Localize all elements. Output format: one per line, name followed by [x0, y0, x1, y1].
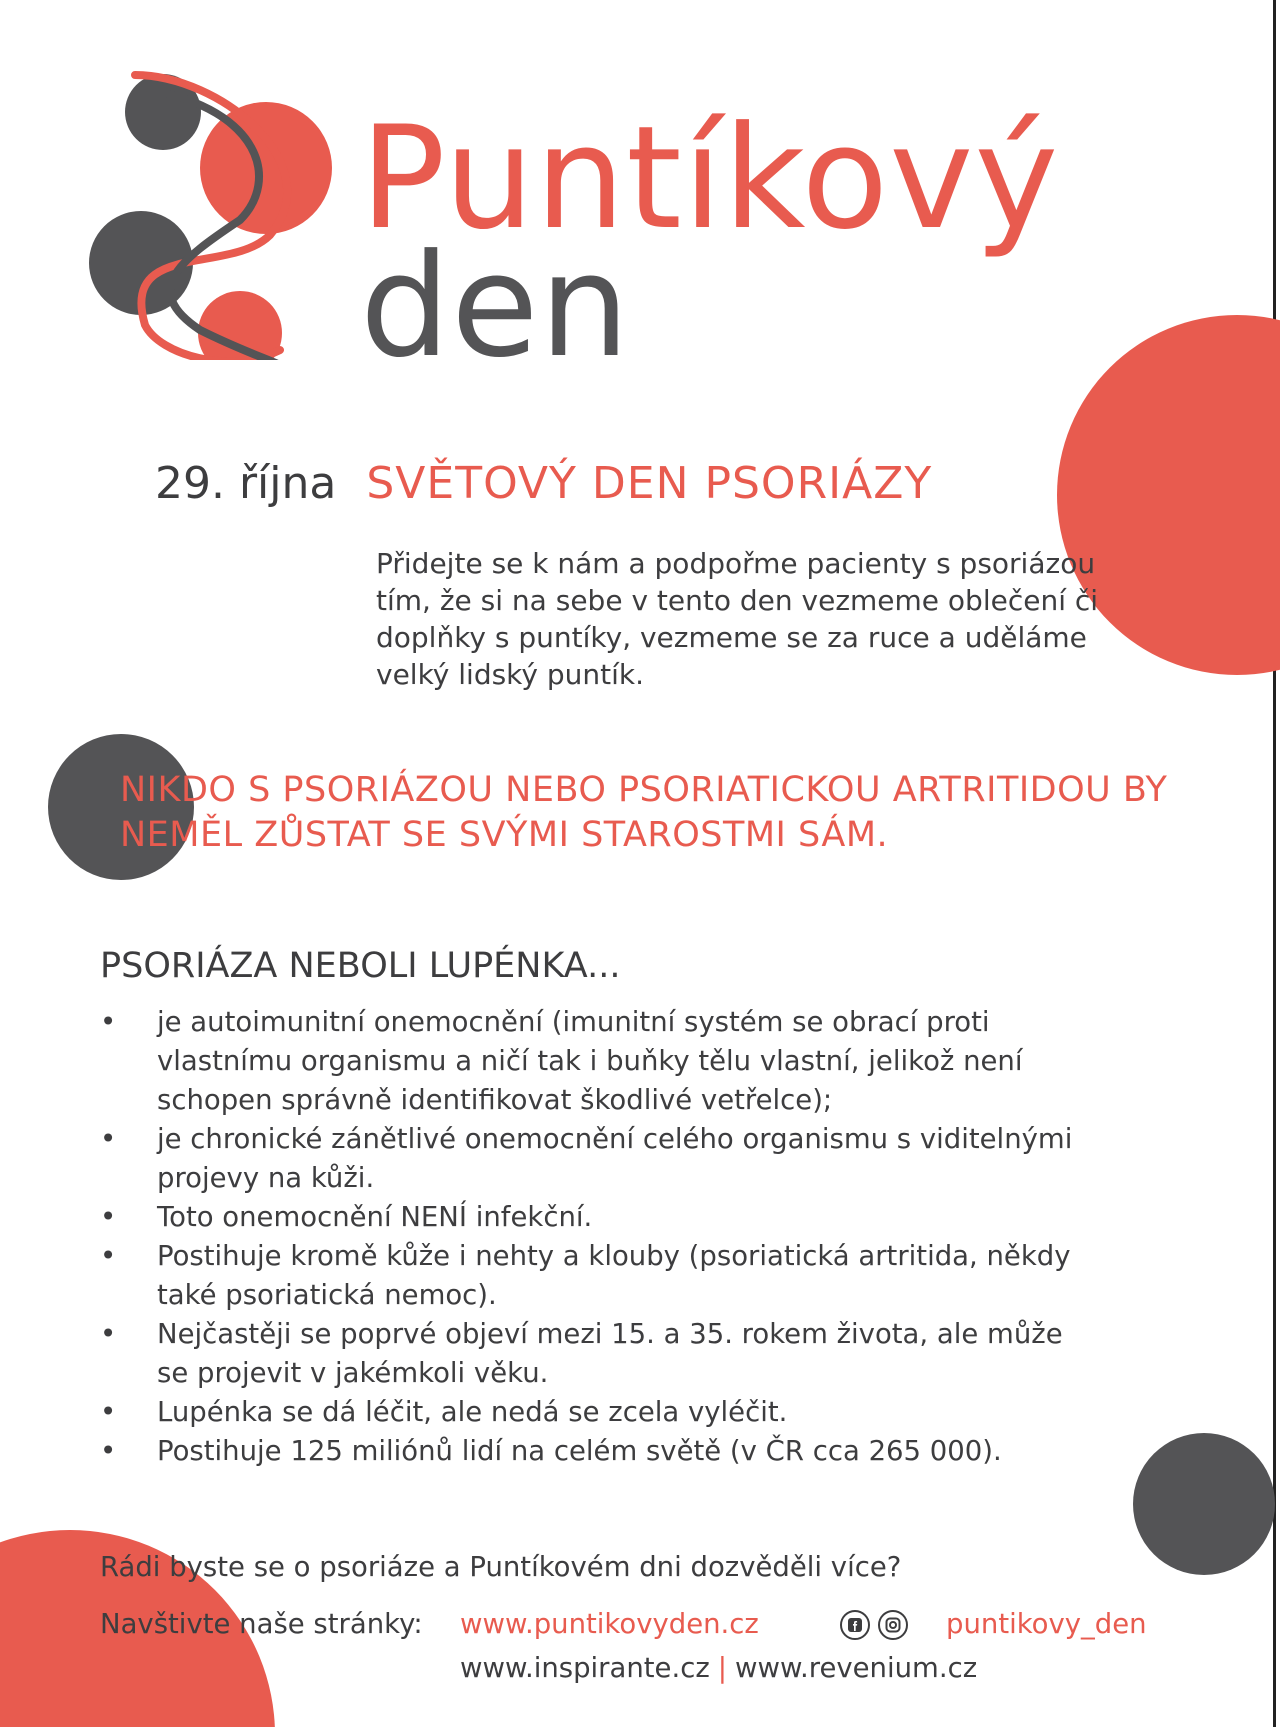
logo-dot-red-top: [200, 102, 332, 234]
slogan: NIKDO S PSORIÁZOU NEBO PSORIATICKOU ARTRITIDOU BY NEMĚL ZŮSTAT SE SVÝMI STAROSTMI SÁM.: [120, 770, 1168, 855]
website-link[interactable]: www.puntikovyden.cz: [460, 1608, 759, 1640]
social-icons: [840, 1610, 908, 1640]
partner-link-revenium[interactable]: www.revenium.cz: [735, 1652, 978, 1684]
event-date: 29. října: [155, 458, 337, 509]
event-title: SVĚTOVÝ DEN PSORIÁZY: [366, 458, 933, 509]
partner-link-inspirante[interactable]: www.inspirante.cz: [460, 1652, 710, 1684]
facts-heading: PSORIÁZA NEBOLI LUPÉNKA...: [100, 946, 621, 986]
list-item: [100, 1003, 1100, 1120]
page-edge-line: [1273, 0, 1276, 1727]
event-headline: [155, 458, 932, 509]
list-item: [100, 1120, 1100, 1198]
list-item: [100, 1315, 1100, 1393]
list-item-text: Postihuje 125 miliónů lidí na celém světě (v ČR cca 265 000).: [157, 1435, 1002, 1467]
logo-mark: [80, 60, 340, 360]
list-item-text: je chronické zánětlivé onemocnění celého organismu s viditelnými projevy na kůži.: [157, 1123, 1073, 1194]
list-item-text: je autoimunitní onemocnění (imunitní systém se obrací proti vlastnímu organismu a ničí tak i buňky tělu vlastní, jelikož není schopen správně identifikovat škodlivé vetřelce);: [157, 1006, 1023, 1116]
footer-question: Rádi byste se o psoriáze a Puntíkovém dni dozvěděli více?: [100, 1551, 902, 1583]
list-item: [100, 1393, 1100, 1432]
bullet-icon: •: [100, 1123, 117, 1155]
logo-title-line1: Puntíkový: [360, 96, 1060, 261]
list-item-text: Nejčastěji se poprvé objeví mezi 15. a 35. rokem života, ale může se projevit v jakémkoli věku.: [157, 1318, 1063, 1389]
bullet-icon: •: [100, 1396, 117, 1428]
bullet-icon: •: [100, 1318, 117, 1350]
partner-links: [460, 1652, 977, 1684]
instagram-icon[interactable]: [878, 1610, 908, 1640]
list-item: [100, 1432, 1100, 1471]
bullet-icon: •: [100, 1006, 117, 1038]
bullet-icon: •: [100, 1201, 117, 1233]
list-item: [100, 1198, 1100, 1237]
footer-visit-label: Navštivte naše stránky:: [100, 1608, 423, 1640]
logo-title-line2: den: [360, 224, 631, 389]
list-item-text: Toto onemocnění NENÍ infekční.: [157, 1201, 593, 1233]
social-handle[interactable]: puntikovy_den: [946, 1608, 1147, 1640]
list-item: [100, 1237, 1100, 1315]
list-item-text: Postihuje kromě kůže i nehty a klouby (psoriatická artritida, někdy také psoriatická nemoc).: [157, 1240, 1071, 1311]
intro-paragraph: Přidejte se k nám a podpořme pacienty s psoriázou tím, že si na sebe v tento den vezmeme oblečení či doplňky s puntíky, vezmeme se za ruce a uděláme velký lidský puntík.: [376, 547, 1099, 691]
list-item-text: Lupénka se dá léčit, ale nedá se zcela vyléčit.: [157, 1396, 788, 1428]
facebook-icon[interactable]: [840, 1610, 870, 1640]
bullet-icon: •: [100, 1240, 117, 1272]
partner-separator: |: [717, 1652, 728, 1684]
decor-dot-right-small: [1133, 1433, 1275, 1575]
facts-list: [100, 1003, 1100, 1471]
bullet-icon: •: [100, 1435, 117, 1467]
